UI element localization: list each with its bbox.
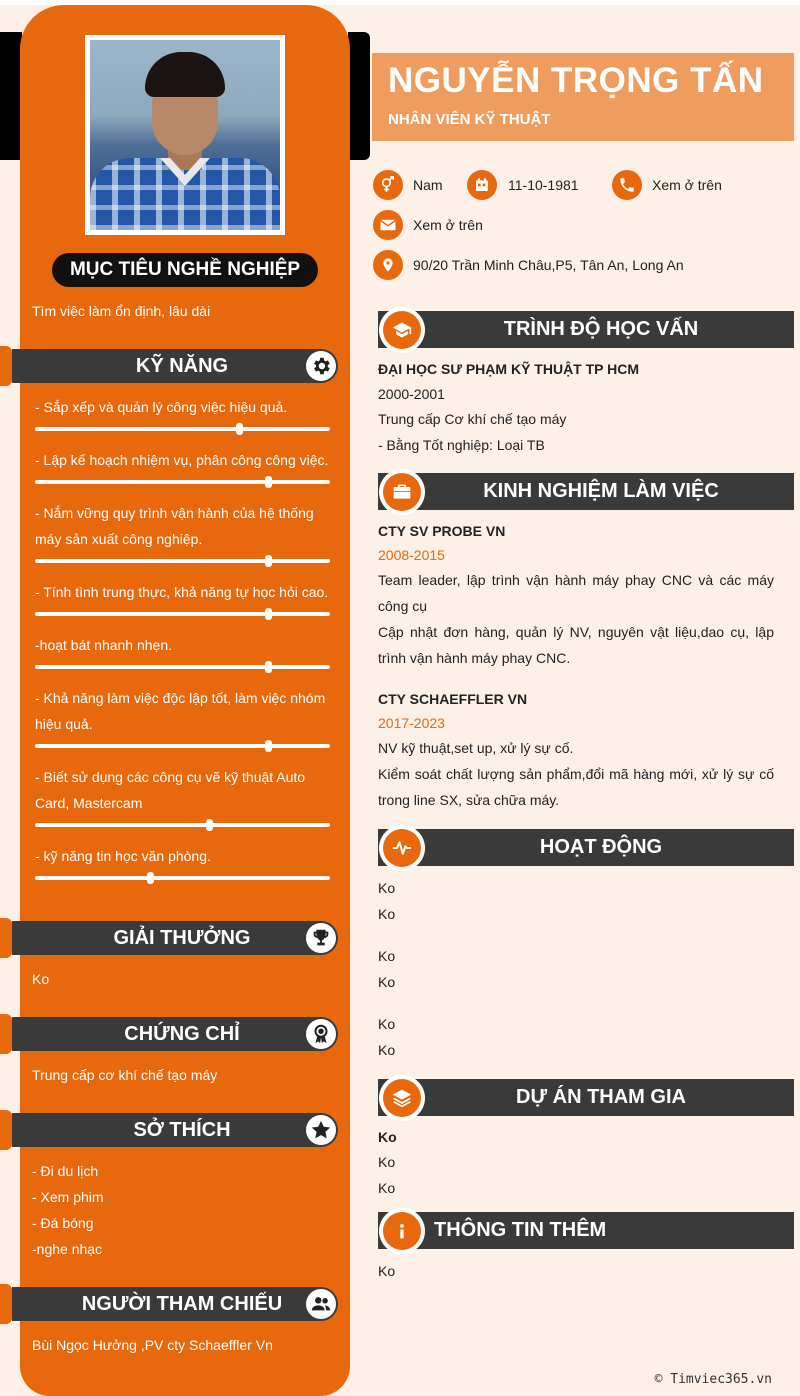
skill-bar <box>35 665 330 669</box>
decor-black-left <box>0 32 22 160</box>
email-value: Xem ở trên <box>413 217 483 233</box>
activity-item: Ko <box>378 974 396 990</box>
side-tab <box>0 918 12 958</box>
skill-knob <box>265 555 272 567</box>
certs-text: Trung cấp cơ khí chế tạo máy <box>32 1067 218 1083</box>
experience-header <box>378 473 794 510</box>
activity-item: Ko <box>378 906 396 922</box>
certs-header <box>12 1017 338 1051</box>
awards-title: GIẢI THƯỞNG <box>113 927 251 949</box>
info-icon <box>379 1208 425 1254</box>
activities-header <box>378 829 794 866</box>
activities-title: HOẠT ĐỘNG <box>539 836 663 858</box>
side-tab <box>0 346 12 386</box>
star-icon <box>306 1115 336 1145</box>
gender-icon <box>373 170 403 200</box>
activity-item: Ko <box>378 1042 396 1058</box>
skill-bar <box>35 559 330 563</box>
gear-icon <box>306 351 336 381</box>
skill-knob <box>265 661 272 673</box>
edu-school: ĐẠI HỌC SƯ PHẠM KỸ THUẬT TP HCM <box>378 361 640 377</box>
trophy-icon <box>306 923 336 953</box>
decor-black-right <box>348 32 370 160</box>
gender-value: Nam <box>413 177 443 193</box>
skill-label: - Khả năng làm việc độc lập tốt, làm việc nhóm hiệu quả. <box>35 690 326 732</box>
awards-header <box>12 921 338 955</box>
side-tab <box>0 1014 12 1054</box>
skill-knob <box>265 476 272 488</box>
credit-text: © Timviec365.vn <box>654 1372 772 1387</box>
more-info-header <box>378 1212 794 1249</box>
activity-item: Ko <box>378 880 396 896</box>
education-header <box>378 311 794 348</box>
job-period: 2017-2023 <box>378 715 445 731</box>
skill-knob <box>206 819 213 831</box>
side-tab <box>0 1110 12 1150</box>
activity-item: Ko <box>378 1016 396 1032</box>
people-icon <box>306 1289 336 1319</box>
hobby-item: -nghe nhạc <box>32 1241 103 1257</box>
skill-label: - Nắm vững quy trình vận hành của hệ thống máy sản xuất công nghiệp. <box>35 505 314 547</box>
skill-bar <box>35 427 330 431</box>
certs-title: CHỨNG CHỈ <box>124 1023 240 1045</box>
hobbies-title: SỞ THÍCH <box>133 1119 231 1141</box>
more-info-title: THÔNG TIN THÊM <box>434 1219 607 1241</box>
hobbies-header <box>12 1113 338 1147</box>
job-desc: Kiểm soát chất lượng sản phẩm,đổi mã hàng mới, xử lý sự cố trong line SX, sửa chữa máy. <box>378 766 774 808</box>
pulse-icon <box>379 825 425 871</box>
refs-text: Bùi Ngọc Hưởng ,PV cty Schaeffler Vn <box>32 1337 273 1353</box>
refs-header <box>12 1287 338 1321</box>
briefcase-icon <box>379 469 425 515</box>
skill-label: - kỹ năng tin học văn phòng. <box>35 848 211 864</box>
awards-text: Ko <box>32 971 50 987</box>
phone-icon <box>612 170 642 200</box>
calendar-icon <box>467 170 497 200</box>
mail-icon <box>373 210 403 240</box>
goal-title: MỤC TIÊU NGHỀ NGHIỆP <box>52 253 318 287</box>
edu-period: 2000-2001 <box>378 386 445 402</box>
address-value: 90/20 Trần Minh Châu,P5, Tân An, Long An <box>413 257 684 273</box>
job-company: CTY SV PROBE VN <box>378 523 506 539</box>
project-item: Ko <box>378 1180 396 1196</box>
medal-icon <box>306 1019 336 1049</box>
skill-label: - Biết sử dụng các công cụ vẽ kỹ thuật Auto Card, Mastercam <box>35 769 306 811</box>
refs-title: NGƯỜI THAM CHIẾU <box>81 1293 283 1315</box>
hobby-item: - Đi du lịch <box>32 1163 99 1179</box>
more-info-text: Ko <box>378 1263 396 1279</box>
full-name: NGUYỄN TRỌNG TẤN <box>388 61 764 100</box>
side-tab <box>0 1284 12 1324</box>
profile-photo <box>85 35 285 235</box>
projects-title: DỰ ÁN THAM GIA <box>516 1086 686 1108</box>
skill-label: -hoạt bát nhanh nhẹn. <box>35 637 173 653</box>
job-period: 2008-2015 <box>378 547 445 563</box>
job-desc: Cập nhật đơn hàng, quản lý NV, nguyên vật liệu,dao cụ, lập trình vận hành máy phay CNC. <box>378 624 774 666</box>
skill-knob <box>265 608 272 620</box>
skill-bar <box>35 823 330 827</box>
phone-value: Xem ở trên <box>652 177 722 193</box>
experience-title: KINH NGHIỆM LÀM VIỆC <box>483 480 719 502</box>
education-title: TRÌNH ĐỘ HỌC VẤN <box>503 318 699 340</box>
photo-image <box>90 40 280 230</box>
edu-major: Trung cấp Cơ khí chế tạo máy <box>378 411 567 427</box>
hobby-item: - Đá bóng <box>32 1215 94 1231</box>
skill-bar <box>35 744 330 748</box>
job-title: NHÂN VIÊN KỸ THUẬT <box>388 111 551 128</box>
skill-label: - Lập kế hoạch nhiệm vụ, phân công công việc. <box>35 452 329 468</box>
job-desc: NV kỹ thuật,set up, xử lý sự cố. <box>378 740 574 756</box>
skill-knob <box>147 872 154 884</box>
activity-item: Ko <box>378 948 396 964</box>
project-name: Ko <box>378 1129 397 1145</box>
hobby-item: - Xem phim <box>32 1189 104 1205</box>
skill-bar <box>35 612 330 616</box>
skill-knob <box>265 740 272 752</box>
edu-degree: - Bằng Tốt nghiệp: Loại TB <box>378 437 545 453</box>
name-header <box>372 53 794 141</box>
skill-bar <box>35 480 330 484</box>
skill-label: - Sắp xếp và quản lý công việc hiệu quả. <box>35 399 288 415</box>
job-desc: Team leader, lập trình vận hành máy phay CNC và các máy công cụ <box>378 572 774 614</box>
graduation-cap-icon <box>379 307 425 353</box>
layers-icon <box>379 1075 425 1121</box>
skills-title: KỸ NĂNG <box>135 355 229 377</box>
skill-label: - Tính tình trung thực, khả năng tự học hỏi cao. <box>35 584 329 600</box>
skill-bar <box>35 876 330 880</box>
goal-text: Tìm việc làm ổn định, lâu dài <box>32 303 211 319</box>
skills-header <box>12 349 338 383</box>
job-company: CTY SCHAEFFLER VN <box>378 691 528 707</box>
skill-knob <box>236 423 243 435</box>
projects-header <box>378 1079 794 1116</box>
birthday-value: 11-10-1981 <box>508 177 579 193</box>
project-item: Ko <box>378 1154 396 1170</box>
location-icon <box>373 250 403 280</box>
